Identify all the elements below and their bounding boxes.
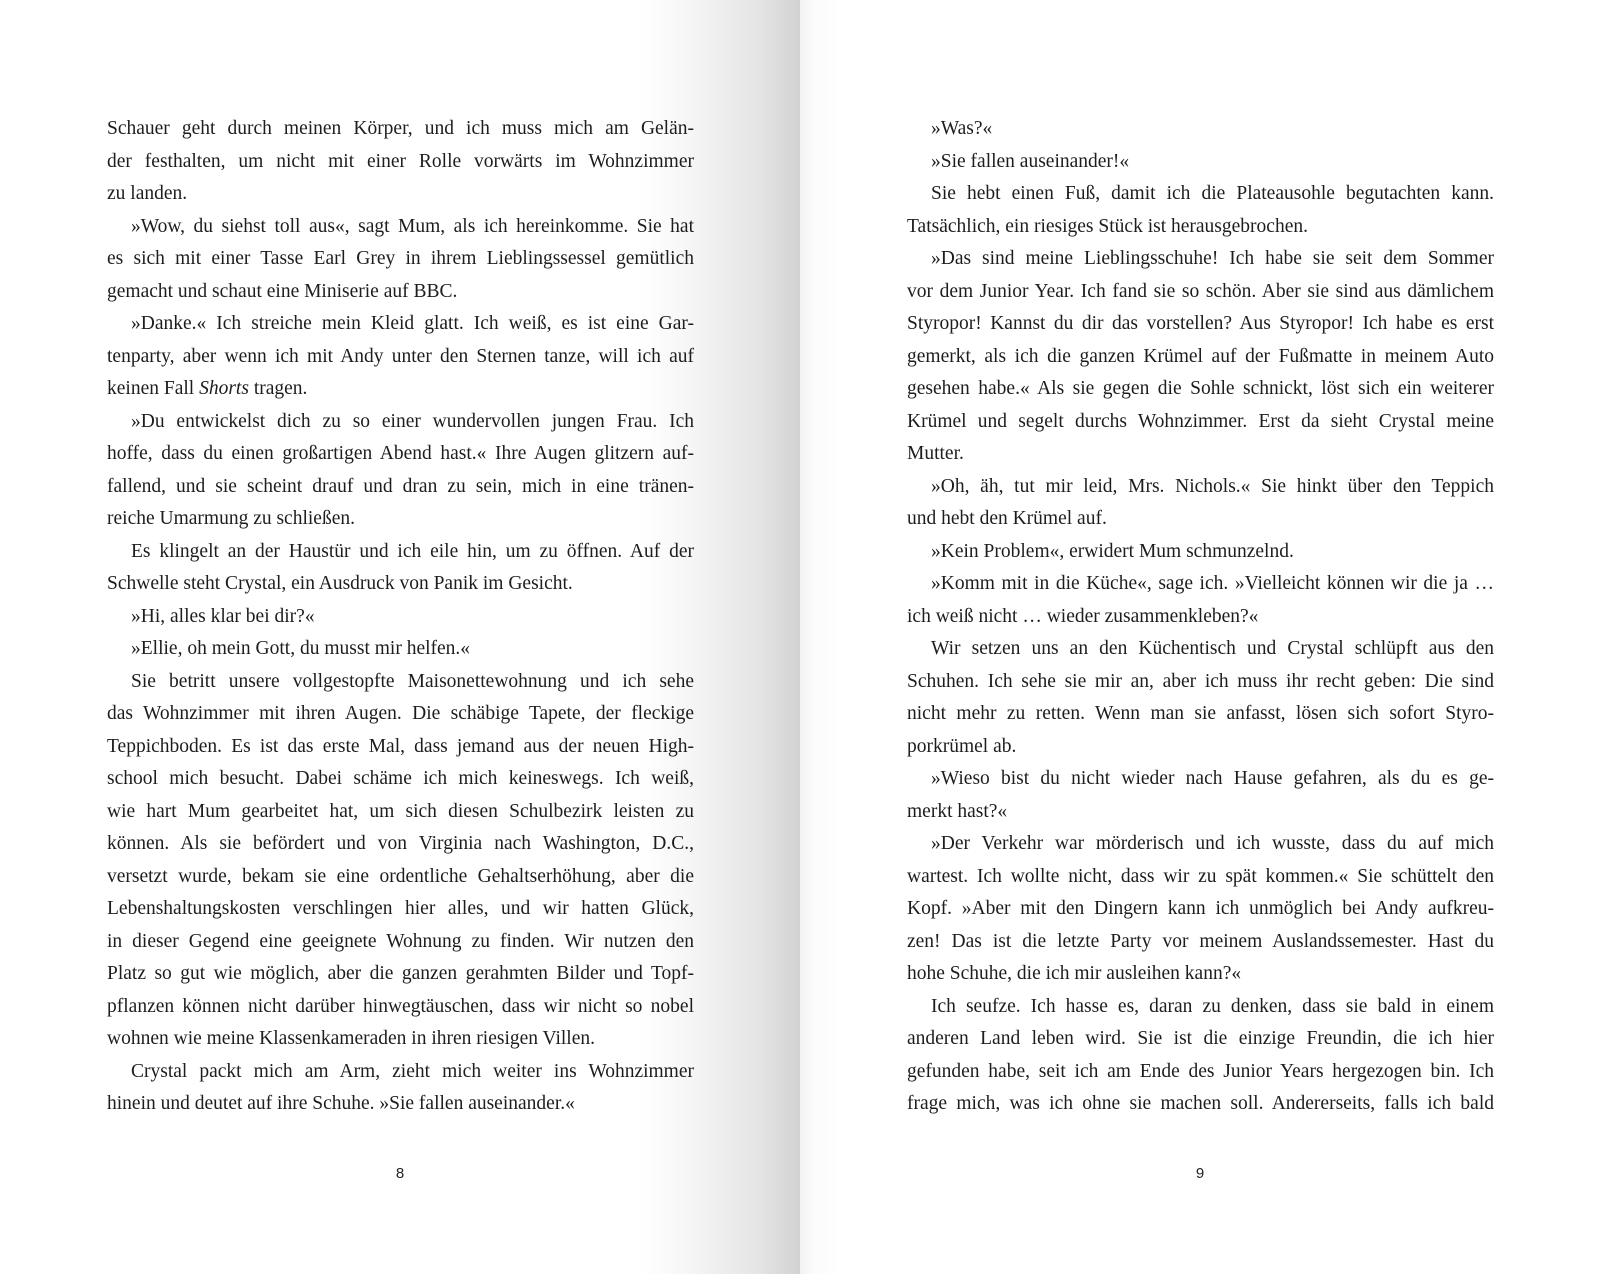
- text-line: »Sie fallen auseinander!«: [931, 150, 1130, 172]
- text-line: »Danke.« Ich streiche mein Kleid glatt. Ich weiß, es ist eine Gar-: [131, 313, 694, 334]
- text-line: gemacht und schaut eine Miniserie auf BBC.: [107, 280, 458, 302]
- text-line: zu landen.: [107, 183, 188, 204]
- text-line: »Das sind meine Lieblingsschuhe! Ich habe sie seit dem Sommer: [931, 248, 1494, 269]
- text-line: Tatsächlich, ein riesiges Stück ist herausgebrochen.: [907, 215, 1308, 237]
- text-line: Wir setzen uns an den Küchentisch und Crystal schlüpft aus den: [931, 638, 1494, 659]
- text-line: zen! Das ist die letzte Party vor meinem Auslandssemester. Hast du: [907, 930, 1494, 952]
- text-line: können. Als sie befördert und von Virginia nach Washington, D.C.,: [107, 833, 694, 854]
- text-line: Teppichboden. Es ist das erste Mal, dass jemand aus der neuen High-: [107, 735, 694, 757]
- text-line: »Wieso bist du nicht wieder nach Hause gefahren, als du es ge-: [931, 768, 1494, 789]
- text-line: fallend, und sie scheint drauf und dran zu sein, mich in eine tränen-: [107, 475, 694, 497]
- text-line: »Ellie, oh mein Gott, du musst mir helfen.«: [131, 638, 471, 659]
- text-line: gemerkt, als ich die ganzen Krümel auf der Fußmatte in meinem Auto: [907, 345, 1494, 367]
- text-run: keinen Fall: [107, 378, 200, 399]
- text-line: Kopf. »Aber mit den Dingern kann ich unmöglich bei Andy aufkreu-: [907, 898, 1494, 919]
- text-line: hinein und deutet auf ihre Schuhe. »Sie fallen auseinander.«: [107, 1093, 575, 1114]
- text-line: nicht mehr zu retten. Wenn man sie anfasst, lösen sich sofort Styro-: [907, 703, 1494, 724]
- text-line: Platz so gut wie möglich, aber die ganzen gerahmten Bilder und Topf-: [107, 963, 694, 984]
- text-line: frage mich, was ich ohne sie machen soll. Andererseits, falls ich bald: [907, 1093, 1494, 1114]
- text-line: hohe Schuhe, die ich mir ausleihen kann?«: [907, 963, 1242, 984]
- text-line: Lebenshaltungskosten verschlingen hier alles, und wir hatten Glück,: [107, 898, 694, 919]
- text-run: tragen.: [248, 378, 308, 399]
- text-line: Es klingelt an der Haustür und ich eile hin, um zu öffnen. Auf der: [131, 540, 694, 562]
- page-number: 8: [395, 1165, 405, 1182]
- text-line: Sie hebt einen Fuß, damit ich die Plateausohle begutachten kann.: [931, 183, 1494, 204]
- text-line: gefunden habe, seit ich am Ende des Junior Years hergezogen bin. Ich: [907, 1060, 1494, 1082]
- text-line: »Du entwickelst dich zu so einer wundervollen jungen Frau. Ich: [131, 410, 694, 432]
- text-line: tenparty, aber wenn ich mit Andy unter den Sternen tanze, will ich auf: [107, 345, 694, 367]
- text-line: Sie betritt unsere vollgestopfte Maisonettewohnung und ich sehe: [131, 670, 694, 692]
- text-line: Schauer geht durch meinen Körper, und ich muss mich am Gelän-: [107, 118, 694, 139]
- text-line: wie hart Mum gearbeitet hat, um sich diesen Schulbezirk leisten zu: [107, 800, 694, 822]
- text-line: [107, 373, 694, 406]
- text-line: und hebt den Krümel auf.: [907, 508, 1107, 529]
- right-page-text: [907, 113, 1494, 1121]
- text-line: »Wow, du siehst toll aus«, sagt Mum, als ich hereinkomme. Sie hat: [131, 215, 694, 237]
- text-line: wartest. Ich wollte nicht, dass wir zu spät kommen.« Sie schüttelt den: [907, 865, 1494, 887]
- text-line: anderen Land leben wird. Sie ist die einzige Freundin, die ich hier: [907, 1028, 1494, 1049]
- text-line: versetzt wurde, bekam sie eine ordentliche Gehaltserhöhung, aber die: [107, 865, 694, 887]
- text-line: pflanzen können nicht darüber hinwegtäuschen, dass wir nicht so nobel: [107, 995, 694, 1017]
- text-line: Styropor! Kannst du dir das vorstellen? Aus Styropor! Ich habe es erst: [907, 313, 1494, 334]
- text-line: Schwelle steht Crystal, ein Ausdruck von Panik im Gesicht.: [107, 573, 573, 594]
- text-line: porkrümel ab.: [907, 735, 1017, 757]
- text-line: »Oh, äh, tut mir leid, Mrs. Nichols.« Sie hinkt über den Teppich: [931, 475, 1494, 497]
- text-line: vor dem Junior Year. Ich fand sie so schön. Aber sie sind aus dämlichem: [907, 280, 1494, 302]
- text-line: »Was?«: [931, 118, 993, 139]
- text-line: »Kein Problem«, erwidert Mum schmunzelnd.: [931, 540, 1294, 562]
- text-line: school mich besucht. Dabei schäme ich mich keineswegs. Ich weiß,: [107, 768, 694, 789]
- text-line: der festhalten, um nicht mit einer Rolle vorwärts im Wohnzimmer: [107, 150, 694, 172]
- text-line: hoffe, dass du einen großartigen Abend hast.« Ihre Augen glitzern auf-: [107, 443, 694, 464]
- text-line: Krümel und segelt durchs Wohnzimmer. Erst da sieht Crystal meine: [907, 410, 1494, 432]
- text-line: gesehen habe.« Als sie gegen die Sohle schnickt, löst sich ein weiterer: [907, 378, 1494, 399]
- text-line: »Komm mit in die Küche«, sage ich. »Vielleicht können wir die ja …: [931, 573, 1494, 594]
- text-line: in dieser Gegend eine geeignete Wohnung zu finden. Wir nutzen den: [107, 930, 694, 952]
- page-number: 9: [1195, 1165, 1205, 1182]
- text-line: Mutter.: [907, 443, 964, 464]
- right-page: [800, 0, 1600, 1274]
- text-line: das Wohnzimmer mit ihren Augen. Die schäbige Tapete, der fleckige: [107, 703, 694, 724]
- text-line: reiche Umarmung zu schließen.: [107, 508, 355, 529]
- left-page-text: [107, 113, 694, 1121]
- text-line: Ich seufze. Ich hasse es, daran zu denken, dass sie bald in einem: [931, 995, 1494, 1017]
- text-line: es sich mit einer Tasse Earl Grey in ihrem Lieblingssessel gemütlich: [107, 248, 694, 269]
- text-line: wohnen wie meine Klassenkameraden in ihren riesigen Villen.: [107, 1028, 595, 1049]
- text-line: Schuhen. Ich sehe sie mir an, aber ich muss ihr recht geben: Die sind: [907, 670, 1494, 692]
- text-line: »Der Verkehr war mörderisch und ich wusste, dass du auf mich: [931, 833, 1494, 854]
- text-line: ich weiß nicht … wieder zusammenkleben?«: [907, 605, 1259, 627]
- text-line: »Hi, alles klar bei dir?«: [131, 605, 315, 627]
- italic-text-run: Shorts: [199, 378, 249, 399]
- text-line: Crystal packt mich am Arm, zieht mich weiter ins Wohnzimmer: [131, 1060, 694, 1082]
- text-line: merkt hast?«: [907, 800, 1008, 822]
